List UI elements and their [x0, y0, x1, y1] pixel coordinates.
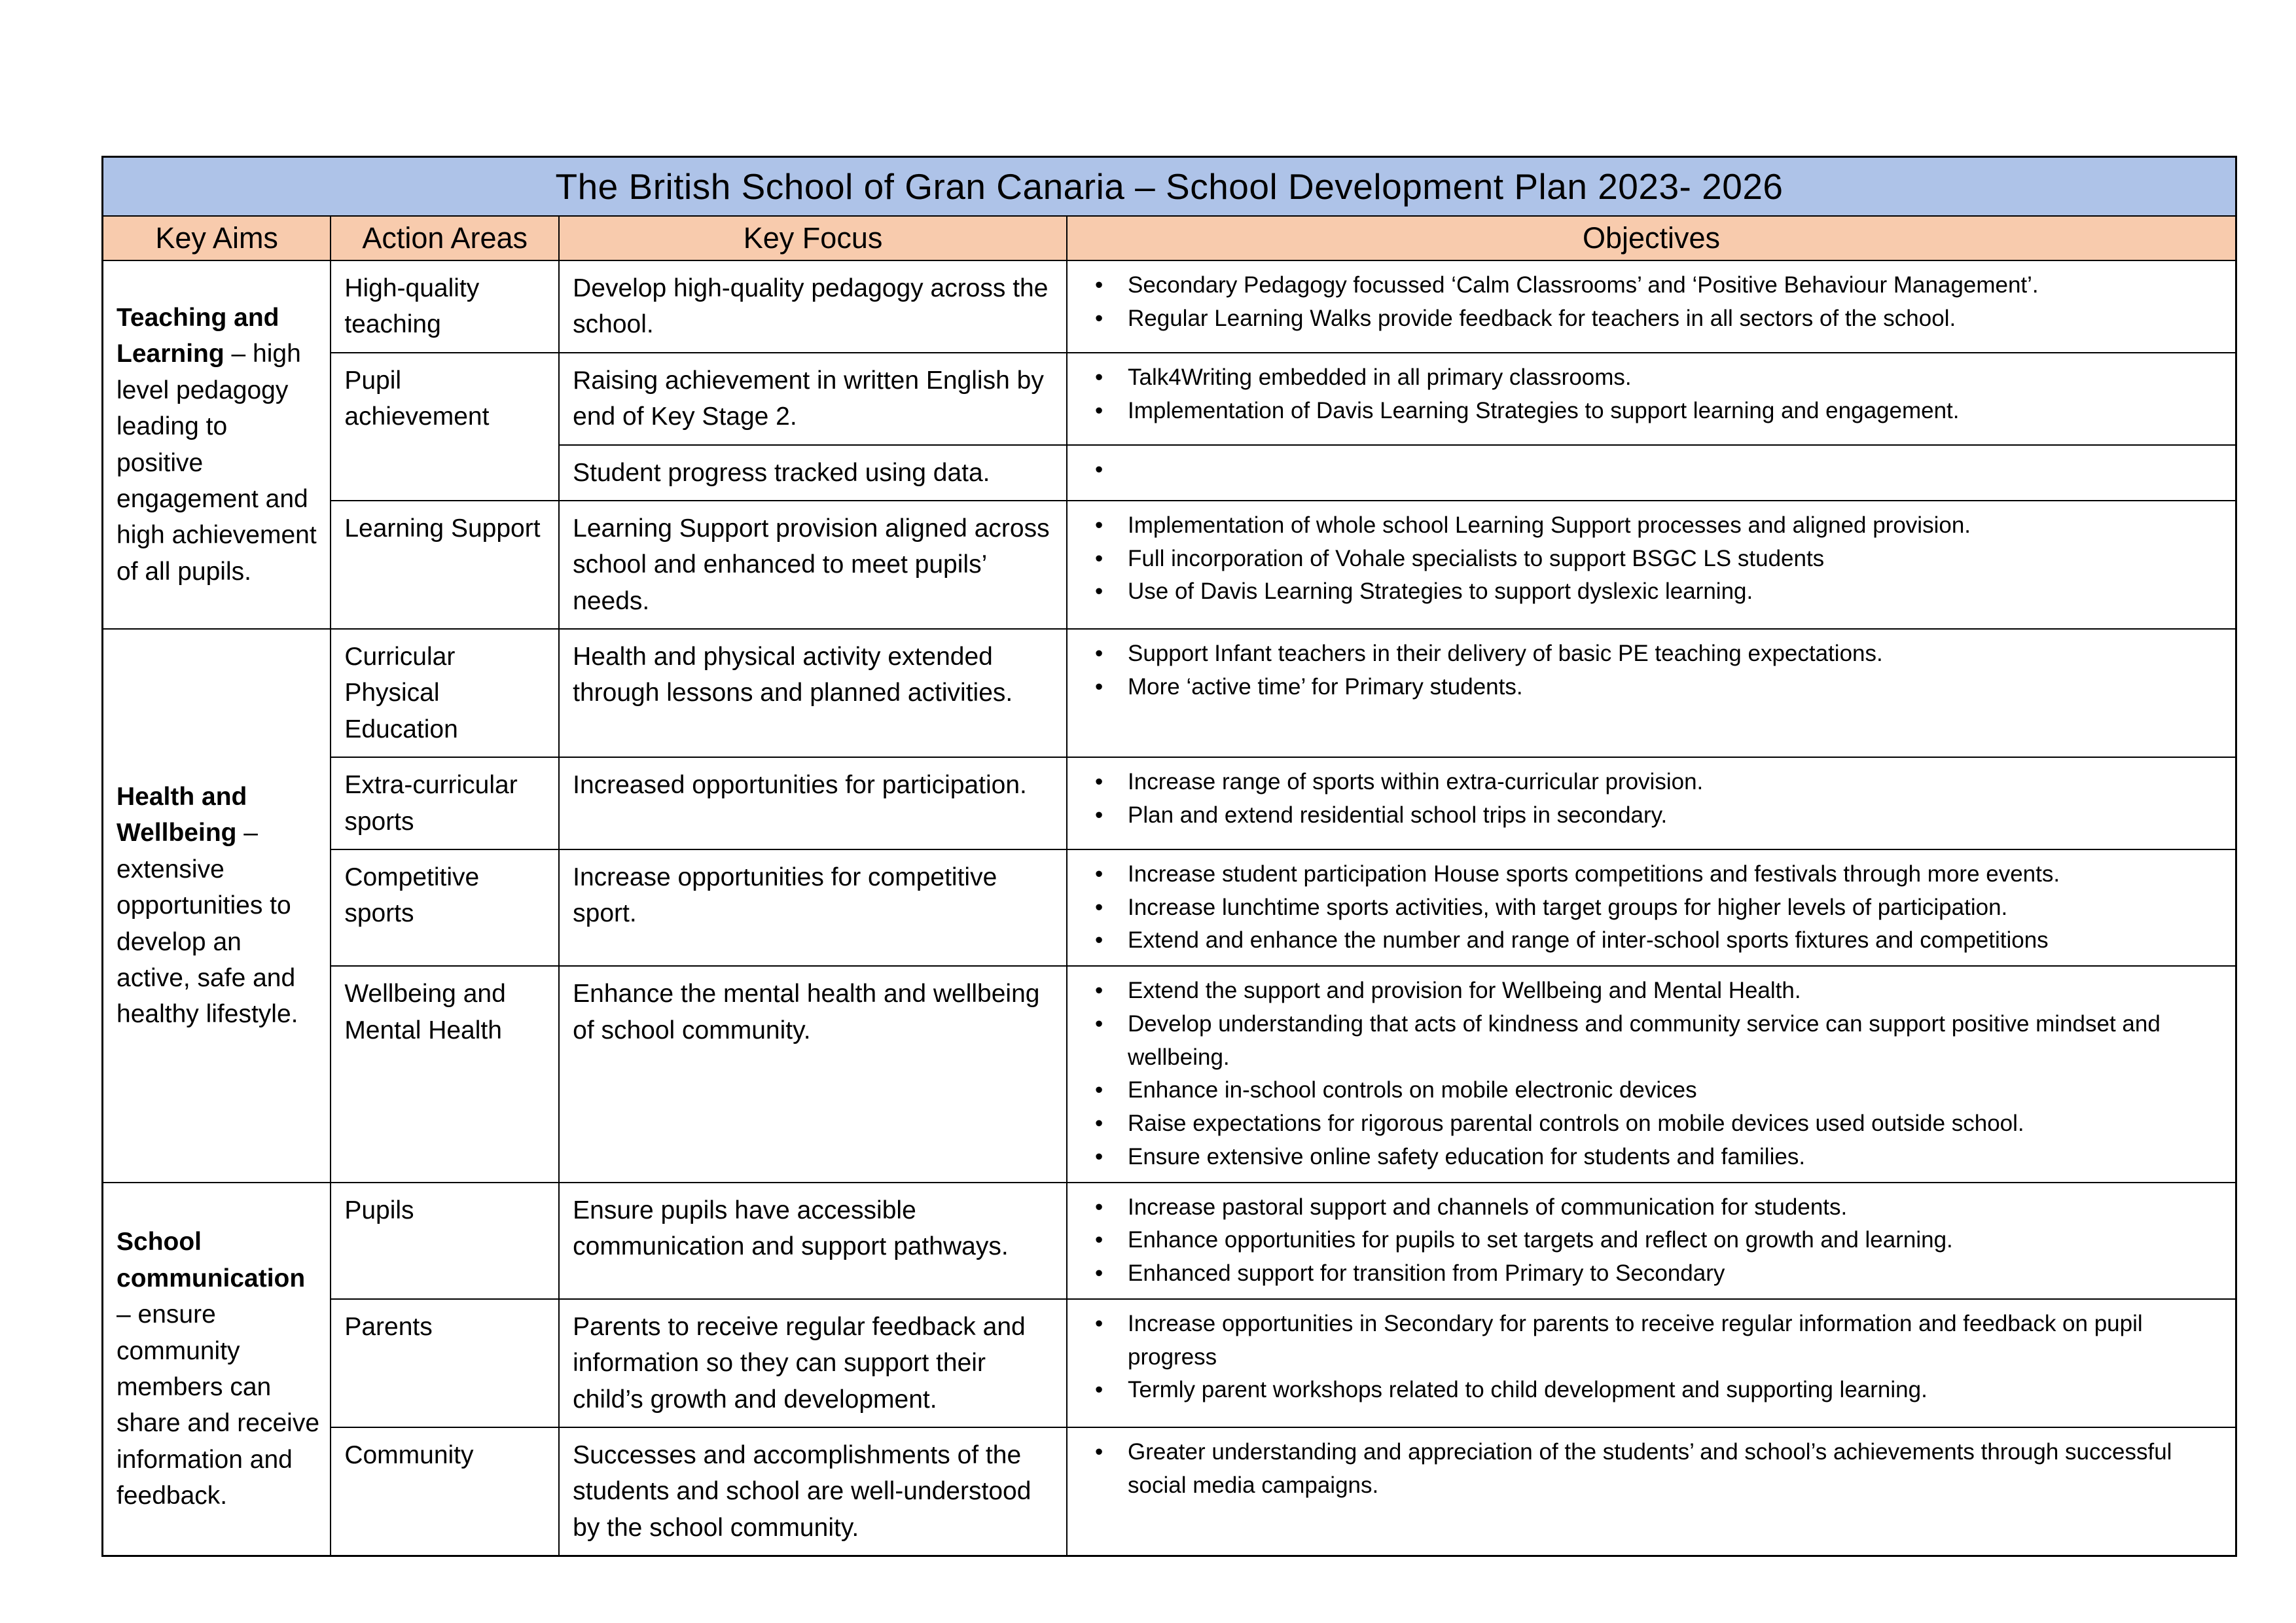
- objective-item: • Increase opportunities in Secondary for parents to receive regular information and feedback on pupil progress: [1078, 1308, 2219, 1374]
- key-focus-cell: Increased opportunities for participation.: [559, 757, 1067, 849]
- key-aim-title: Health and Wellbeing: [117, 783, 247, 847]
- objectives-list: [1078, 766, 2219, 832]
- plan-row-section2-row4: [103, 966, 2236, 1183]
- objective-item: • Increase range of sports within extra-curricular provision.: [1078, 766, 2219, 799]
- objectives-cell: [1067, 1183, 2236, 1299]
- objectives-cell: [1067, 757, 2236, 849]
- objective-item: • Implementation of whole school Learning Support processes and aligned provision.: [1078, 509, 2219, 543]
- column-header-row: [103, 216, 2236, 260]
- objective-item: • Enhanced support for transition from Primary to Secondary: [1078, 1257, 2219, 1291]
- objectives-list: [1078, 361, 2219, 428]
- objective-item: • Talk4Writing embedded in all primary classrooms.: [1078, 361, 2219, 395]
- objective-item: • Secondary Pedagogy focussed ‘Calm Classrooms’ and ‘Positive Behaviour Management’.: [1078, 269, 2219, 302]
- action-area-cell: Pupil achievement: [331, 353, 559, 501]
- objective-item: • Increase student participation House sports competitions and festivals through more events.: [1078, 858, 2219, 891]
- key-aim-description: – extensive opportunities to develop an active, safe and healthy lifestyle.: [117, 819, 298, 1029]
- action-area-cell: Learning Support: [331, 501, 559, 629]
- action-area-cell: Curricular Physical Education: [331, 629, 559, 757]
- plan-row-section1-row1: [103, 260, 2236, 353]
- objectives-cell: [1067, 501, 2236, 629]
- objectives-cell: [1067, 966, 2236, 1183]
- key-focus-cell: Raising achievement in written English by end of Key Stage 2.: [559, 353, 1067, 445]
- objective-item: • Ensure extensive online safety education for students and families.: [1078, 1141, 2219, 1174]
- column-header-key-aims: Key Aims: [103, 216, 331, 260]
- key-focus-cell: Develop high-quality pedagogy across the school.: [559, 260, 1067, 353]
- objective-item: • Full incorporation of Vohale specialists to support BSGC LS students: [1078, 543, 2219, 576]
- objectives-cell: [1067, 1427, 2236, 1556]
- plan-row-section3-row3: [103, 1427, 2236, 1556]
- objective-item: • Plan and extend residential school trips in secondary.: [1078, 799, 2219, 832]
- objectives-list: [1078, 454, 2219, 486]
- key-focus-cell: Student progress tracked using data.: [559, 445, 1067, 501]
- column-header-objectives: Objectives: [1067, 216, 2236, 260]
- objective-item: • Regular Learning Walks provide feedback for teachers in all sectors of the school.: [1078, 302, 2219, 336]
- key-focus-cell: Increase opportunities for competitive sport.: [559, 849, 1067, 966]
- key-aim-title: School communication: [117, 1228, 306, 1293]
- key-aim-title: Teaching and Learning: [117, 304, 279, 368]
- plan-row-section3-row2: [103, 1299, 2236, 1427]
- objectives-list: [1078, 1436, 2219, 1503]
- objectives-list: [1078, 269, 2219, 336]
- key-focus-cell: Successes and accomplishments of the students and school are well-understood by the school community.: [559, 1427, 1067, 1556]
- objective-item: • Raise expectations for rigorous parental controls on mobile devices used outside school.: [1078, 1107, 2219, 1141]
- objectives-cell: [1067, 629, 2236, 757]
- objective-item: • Enhance opportunities for pupils to set targets and reflect on growth and learning.: [1078, 1224, 2219, 1257]
- objectives-list: [1078, 509, 2219, 609]
- action-area-cell: Wellbeing and Mental Health: [331, 966, 559, 1183]
- objective-item: • Support Infant teachers in their delivery of basic PE teaching expectations.: [1078, 637, 2219, 671]
- objective-item: [1078, 454, 2219, 486]
- key-aim-cell: [103, 629, 331, 1183]
- key-focus-cell: Enhance the mental health and wellbeing of school community.: [559, 966, 1067, 1183]
- objectives-cell: [1067, 445, 2236, 501]
- plan-row-section1-row4: [103, 501, 2236, 629]
- objectives-list: [1078, 858, 2219, 957]
- objective-item: • Greater understanding and appreciation of the students’ and school’s achievements through successful social media campaigns.: [1078, 1436, 2219, 1503]
- key-aim-cell: [103, 1183, 331, 1556]
- objectives-list: [1078, 1308, 2219, 1407]
- plan-row-section2-row3: [103, 849, 2236, 966]
- objective-item: • Extend and enhance the number and range of inter-school sports fixtures and competitions: [1078, 924, 2219, 957]
- objective-item: • Increase pastoral support and channels of communication for students.: [1078, 1191, 2219, 1224]
- objectives-list: [1078, 974, 2219, 1174]
- objective-item: • Develop understanding that acts of kindness and community service can support positive mindset and wellbeing.: [1078, 1008, 2219, 1075]
- column-header-key-focus: Key Focus: [559, 216, 1067, 260]
- objectives-list: [1078, 1191, 2219, 1291]
- objective-item: • Termly parent workshops related to child development and supporting learning.: [1078, 1374, 2219, 1407]
- objective-item: • Implementation of Davis Learning Strategies to support learning and engagement.: [1078, 395, 2219, 428]
- action-area-cell: High-quality teaching: [331, 260, 559, 353]
- objectives-list: [1078, 637, 2219, 704]
- objectives-cell: [1067, 353, 2236, 445]
- key-focus-cell: Learning Support provision aligned across school and enhanced to meet pupils’ needs.: [559, 501, 1067, 629]
- objective-item: • Increase lunchtime sports activities, with target groups for higher levels of participation.: [1078, 891, 2219, 925]
- action-area-cell: Extra-curricular sports: [331, 757, 559, 849]
- objective-item: • Extend the support and provision for Wellbeing and Mental Health.: [1078, 974, 2219, 1008]
- title-row: [103, 157, 2236, 217]
- objective-item: • Use of Davis Learning Strategies to support dyslexic learning.: [1078, 575, 2219, 609]
- plan-table-body: [103, 260, 2236, 1556]
- development-plan-table: [101, 156, 2237, 1557]
- key-aim-description: – ensure community members can share and receive information and feedback.: [117, 1300, 320, 1510]
- plan-row-section1-row2: [103, 353, 2236, 445]
- objectives-cell: [1067, 1299, 2236, 1427]
- key-focus-cell: Parents to receive regular feedback and information so they can support their child’s growth and development.: [559, 1299, 1067, 1427]
- plan-row-section2-row1: [103, 629, 2236, 757]
- column-header-action-areas: Action Areas: [331, 216, 559, 260]
- document-title: The British School of Gran Canaria – School Development Plan 2023- 2026: [103, 157, 2236, 217]
- plan-row-section2-row2: [103, 757, 2236, 849]
- action-area-cell: Competitive sports: [331, 849, 559, 966]
- objective-item: • More ‘active time’ for Primary students.: [1078, 671, 2219, 704]
- action-area-cell: Parents: [331, 1299, 559, 1427]
- key-aim-cell: [103, 260, 331, 629]
- key-focus-cell: Ensure pupils have accessible communication and support pathways.: [559, 1183, 1067, 1299]
- action-area-cell: Community: [331, 1427, 559, 1556]
- key-aim-description: – high level pedagogy leading to positive engagement and high achievement of all pupils.: [117, 340, 317, 586]
- key-focus-cell: Health and physical activity extended through lessons and planned activities.: [559, 629, 1067, 757]
- objectives-cell: [1067, 849, 2236, 966]
- objectives-cell: [1067, 260, 2236, 353]
- action-area-cell: Pupils: [331, 1183, 559, 1299]
- objective-item: • Enhance in-school controls on mobile electronic devices: [1078, 1074, 2219, 1107]
- plan-row-section3-row1: [103, 1183, 2236, 1299]
